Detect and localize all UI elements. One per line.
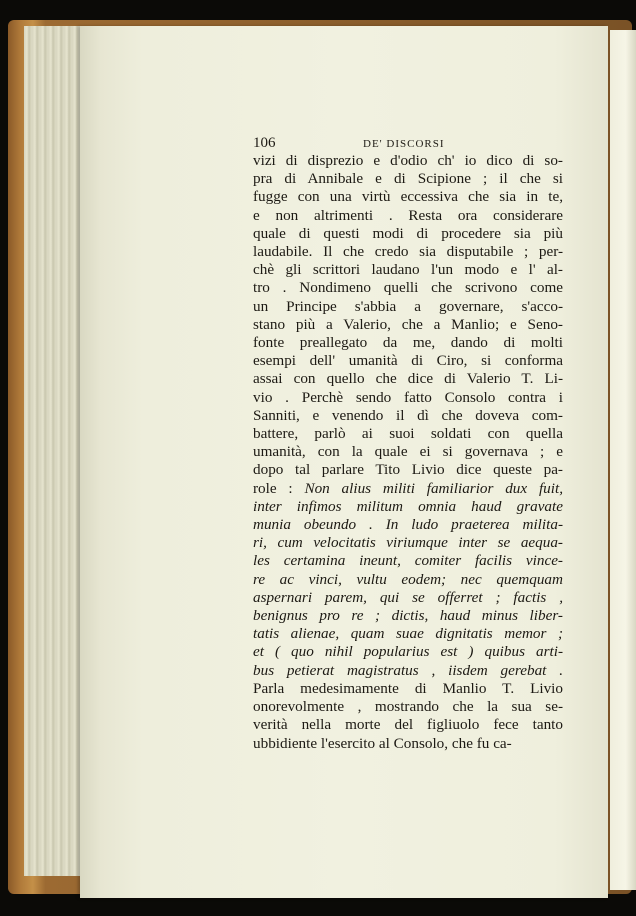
text-line: stano più a Valerio, che a Manlio; e Seno- <box>253 315 563 333</box>
text-line: dopo tal parlare Tito Livio dice queste pa- <box>253 461 563 479</box>
text-line: quale di questi modi di procedere sia più <box>253 224 563 242</box>
italic-text: ri, cum velocitatis viriumque inter se aequa- <box>253 534 563 552</box>
text-line: vizi di disprezio e d'odio ch' io dico di so- <box>253 152 563 169</box>
italic-text: inter infimos militum omnia haud gravate <box>253 497 563 515</box>
text-line: un Principe s'abbia a governare, s'acco- <box>253 297 563 315</box>
text-line <box>253 498 563 516</box>
text-line: Sanniti, e venendo il dì che doveva com- <box>253 406 563 424</box>
text-line: battere, parlò ai suoi soldati con quella <box>253 425 563 443</box>
text-lines <box>253 152 563 753</box>
text-line <box>253 534 563 552</box>
page-header <box>253 134 563 152</box>
text-line: pra di Annibale e di Scipione ; il che si <box>253 170 563 188</box>
text-line: fugge con una virtù eccessiva che sia in te, <box>253 188 563 206</box>
text-line <box>253 643 563 661</box>
text-line: onorevolmente , mostrando che la sua se- <box>253 698 563 716</box>
page-text-block <box>253 136 563 753</box>
italic-text: re ac vinci, vultu eodem; nec quemquam <box>253 570 563 588</box>
text-line: laudabile. Il che credo sia disputabile ; per- <box>253 243 563 261</box>
italic-text: les certamina ineunt, comiter facilis vince- <box>253 552 563 570</box>
text-line: e non altrimenti . Resta ora considerare <box>253 206 563 224</box>
text-line <box>253 516 563 534</box>
text-line: verità nella morte del figliuolo fece tanto <box>253 716 563 734</box>
text-line: umanità, con la quale ei si governava ; e <box>253 443 563 461</box>
italic-text: munia obeundo . In ludo praeterea milita- <box>253 516 563 534</box>
text-line <box>253 480 563 498</box>
text-line: esempi dell' umanità di Ciro, si conforma <box>253 352 563 370</box>
text-line: fonte preallegato da me, dando di molti <box>253 334 563 352</box>
page-number: 106 <box>253 135 276 151</box>
italic-text: Non alius militi familiarior dux fuit, <box>304 479 563 497</box>
running-head: DE' DISCORSI <box>363 138 445 150</box>
text-line: ubbidiente l'esercito al Consolo, che fu ca- <box>253 734 512 752</box>
text-line: assai con quello che dice di Valerio T. Li- <box>253 370 563 388</box>
text-line: vio . Perchè sendo fatto Consolo contra i <box>253 388 563 406</box>
italic-text: tatis alienae, quam suae dignitatis memor ; <box>253 625 563 643</box>
text-line <box>253 571 563 589</box>
italic-text: aspernari parem, qui se offerret ; factis , <box>253 588 563 606</box>
text-line <box>253 662 563 680</box>
text-line <box>253 607 563 625</box>
text-line <box>253 552 563 570</box>
text-line: chè gli scrittori laudano l'un modo e l' al- <box>253 261 563 279</box>
italic-text: et ( quo nihil popularius est ) quibus arti- <box>253 643 563 661</box>
text-line <box>253 625 563 643</box>
text-line: Parla medesimamente di Manlio T. Livio <box>253 679 563 697</box>
italic-text: benignus pro re ; dictis, haud minus liber- <box>253 607 563 625</box>
text-line: tro . Nondimeno quelli che scrivono come <box>253 279 563 297</box>
page-edge-right <box>610 30 636 890</box>
text-line <box>253 589 563 607</box>
roman-text: role : <box>253 479 305 497</box>
italic-text: bus petierat magistratus , iisdem gerebat . <box>253 661 563 679</box>
